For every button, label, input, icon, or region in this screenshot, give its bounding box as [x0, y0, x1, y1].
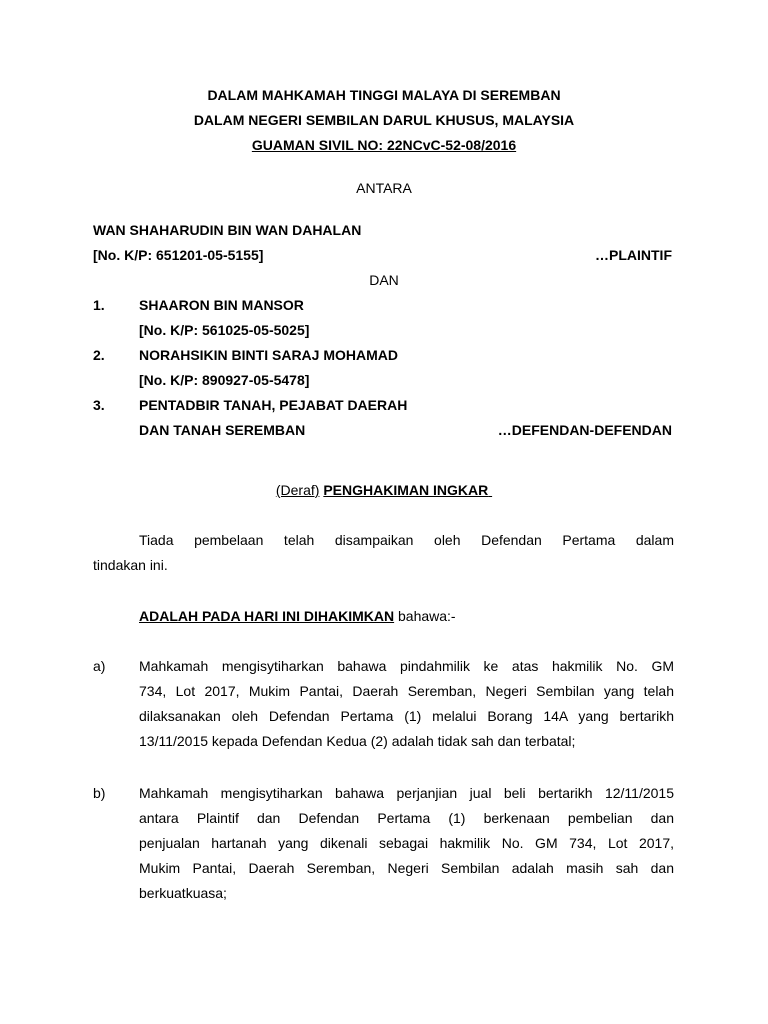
court-heading-line2: DALAM NEGERI SEMBILAN DARUL KHUSUS, MALAYSIA: [193, 112, 575, 128]
plaintiff-role: …PLAINTIF: [595, 247, 672, 263]
court-heading-line1: DALAM MAHKAMAH TINGGI MALAYA DI SEREMBAN: [207, 87, 561, 103]
dan-label: DAN: [369, 272, 399, 288]
intro-line-2: tindakan ini.: [93, 557, 168, 573]
defendant-1-name: SHAARON BIN MANSOR: [139, 297, 304, 313]
item-b-line: berkuatkuasa;: [139, 885, 227, 901]
judgment-title-main: PENGHAKIMAN INGKAR: [323, 482, 489, 498]
item-b-label: b): [93, 785, 106, 801]
defendant-1-number: 1.: [93, 297, 105, 313]
ordered-statement-rest: bahawa:-: [394, 608, 456, 624]
item-a-line: 734, Lot 2017, Mukim Pantai, Daerah Seremban, Negeri Sembilan yang telah: [139, 683, 674, 699]
defendant-2-ic: [No. K/P: 890927-05-5478]: [139, 372, 310, 388]
item-a-line: 13/11/2015 kepada Defendan Kedua (2) adalah tidak sah dan terbatal;: [139, 733, 576, 749]
defendant-3-number: 3.: [93, 397, 105, 413]
item-a-line: dilaksanakan oleh Defendan Pertama (1) melalui Borang 14A yang bertarikh: [139, 708, 674, 724]
judgment-title: [0, 482, 768, 498]
plaintiff-name: WAN SHAHARUDIN BIN WAN DAHALAN: [93, 222, 362, 238]
item-b-line: antara Plaintif dan Defendan Pertama (1) berkenaan pembelian dan: [139, 810, 674, 826]
ordered-statement: [139, 608, 456, 624]
item-a-label: a): [93, 658, 106, 674]
defendant-2-number: 2.: [93, 347, 105, 363]
defendant-1-ic: [No. K/P: 561025-05-5025]: [139, 322, 310, 338]
intro-line-1: Tiada pembelaan telah disampaikan oleh Defendan Pertama dalam: [139, 532, 674, 548]
item-b-line: Mahkamah mengisytiharkan bahawa perjanjian jual beli bertarikh 12/11/2015: [139, 785, 674, 801]
ordered-statement-bold: ADALAH PADA HARI INI DIHAKIMKAN: [139, 608, 395, 624]
defendant-3-name: PENTADBIR TANAH, PEJABAT DAERAH: [139, 397, 408, 413]
plaintiff-ic: [No. K/P: 651201-05-5155]: [93, 247, 264, 263]
draft-label: (Deraf): [275, 482, 320, 498]
item-a-line: Mahkamah mengisytiharkan bahawa pindahmilik ke atas hakmilik No. GM: [139, 658, 674, 674]
defendants-role: …DEFENDAN-DEFENDAN: [497, 422, 672, 438]
item-b-line: penjualan hartanah yang dikenali sebagai hakmilik No. GM 734, Lot 2017,: [139, 835, 674, 851]
item-b-line: Mukim Pantai, Daerah Seremban, Negeri Sembilan adalah masih sah dan: [139, 860, 674, 876]
antara-label: ANTARA: [356, 180, 412, 196]
defendant-2-name: NORAHSIKIN BINTI SARAJ MOHAMAD: [139, 347, 398, 363]
defendant-3-name-cont: DAN TANAH SEREMBAN: [139, 422, 306, 438]
case-number: GUAMAN SIVIL NO: 22NCvC-52-08/2016: [251, 137, 517, 153]
